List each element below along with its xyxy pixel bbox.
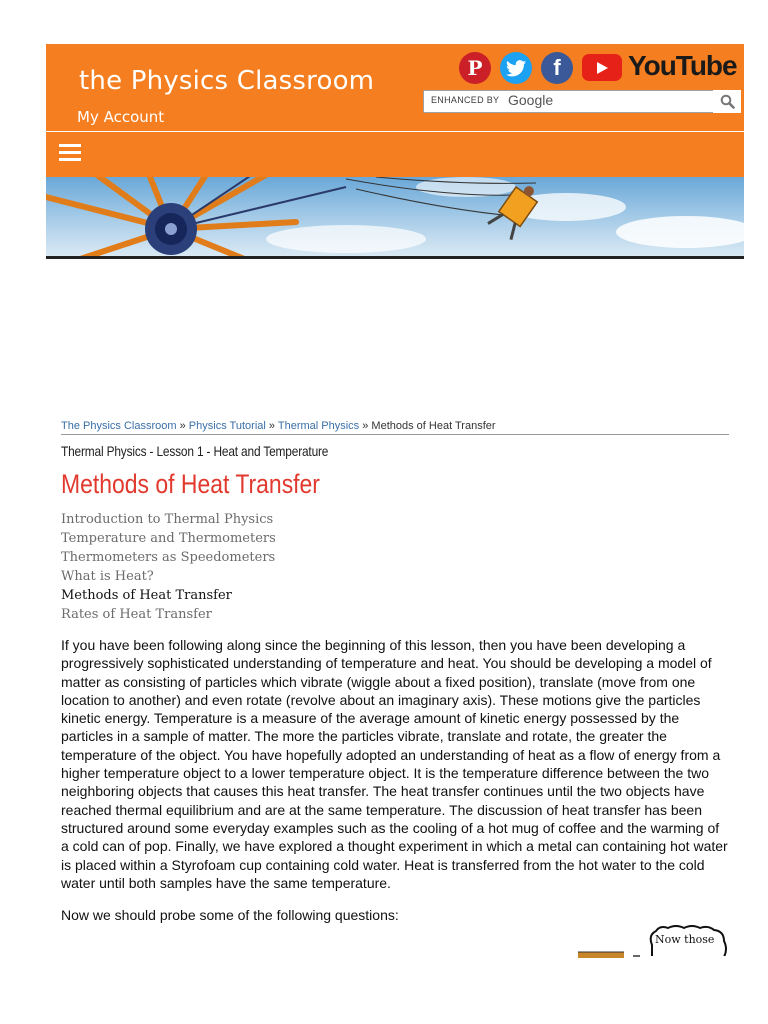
lesson-title: Thermal Physics - Lesson 1 - Heat and Temperature (61, 443, 329, 459)
lesson-link-intro[interactable]: Introduction to Thermal Physics (61, 512, 274, 527)
breadcrumb-separator: » (362, 420, 369, 432)
search-button[interactable] (713, 90, 741, 113)
lesson-link-current: Methods of Heat Transfer (61, 588, 232, 603)
breadcrumb-separator: » (268, 420, 276, 432)
google-logo: Google (508, 92, 554, 108)
swing-ride-illustration (46, 177, 744, 256)
search-icon (720, 94, 735, 109)
lesson-link-temperature[interactable]: Temperature and Thermometers (61, 531, 276, 546)
main-content (61, 420, 729, 923)
site-logo-title[interactable]: the Physics Classroom (79, 66, 375, 96)
search-enhanced-label: ENHANCED BY (431, 95, 500, 105)
lesson-link-what-is-heat[interactable]: What is Heat? (61, 569, 154, 584)
youtube-play-icon[interactable] (582, 54, 622, 81)
pinterest-icon[interactable]: P (459, 52, 491, 84)
site-header (46, 44, 744, 132)
twitter-icon[interactable] (500, 52, 532, 84)
search-input[interactable] (423, 90, 714, 113)
lesson-link-rates[interactable]: Rates of Heat Transfer (61, 607, 212, 622)
questions-intro: Now we should probe some of the following questions: (61, 907, 399, 924)
hamburger-menu-icon[interactable] (59, 144, 81, 164)
page-title: Methods of Heat Transfer (61, 469, 320, 499)
lesson-nav-list (61, 510, 729, 624)
thought-bubble-text: Now those (655, 933, 715, 946)
breadcrumb-home-link[interactable]: The Physics Classroom (61, 420, 177, 432)
facebook-icon[interactable]: f (541, 52, 573, 84)
my-account-link[interactable]: My Account (77, 108, 165, 126)
banner-image (46, 177, 744, 259)
intro-paragraph: If you have been following along since the beginning of this lesson, then you have been developing a progressively sophisticated understanding of temperature and heat. You should be developing a model of matter as consisting of particles which vibrate (wiggle about a fixed position), translate (move from one location to another) and even rotate (revolve about an imaginary axis). These motions give the particles kinetic energy. Temperature is a measure of the average amount of kinetic energy possessed by the particles in a sample of matter. The more the particles vibrate, translate and rotate, the greater the temperature of the object. You have hopefully adopted an understanding of heat as a flow of energy from a higher temperature object to a lower temperature object. It is the temperature difference between the two neighboring objects that causes this heat transfer. The heat transfer continues until the two objects have reached thermal equilibrium and are at the same temperature. The discussion of heat transfer has been structured around some everyday examples such as the cooling of a hot mug of coffee and the warming of a cold can of pop. Finally, we have explored a thought experiment in which a metal can containing hot water is placed within a Styrofoam cup containing cold water. Heat is transferred from the hot water to the cold water until both samples have the same temperature. (61, 637, 728, 891)
lesson-link-speedometers[interactable]: Thermometers as Speedometers (61, 550, 276, 565)
cartoon-figure-fragment (578, 948, 648, 958)
breadcrumb-tutorial-link[interactable]: Physics Tutorial (188, 420, 266, 432)
youtube-wordmark[interactable]: YouTube (628, 50, 737, 81)
thought-bubble (646, 925, 728, 956)
breadcrumb-separator: » (179, 420, 186, 432)
breadcrumb-current: Methods of Heat Transfer (371, 420, 496, 432)
breadcrumb (61, 420, 729, 435)
nav-bar (46, 132, 744, 177)
breadcrumb-thermal-link[interactable]: Thermal Physics (277, 420, 360, 432)
